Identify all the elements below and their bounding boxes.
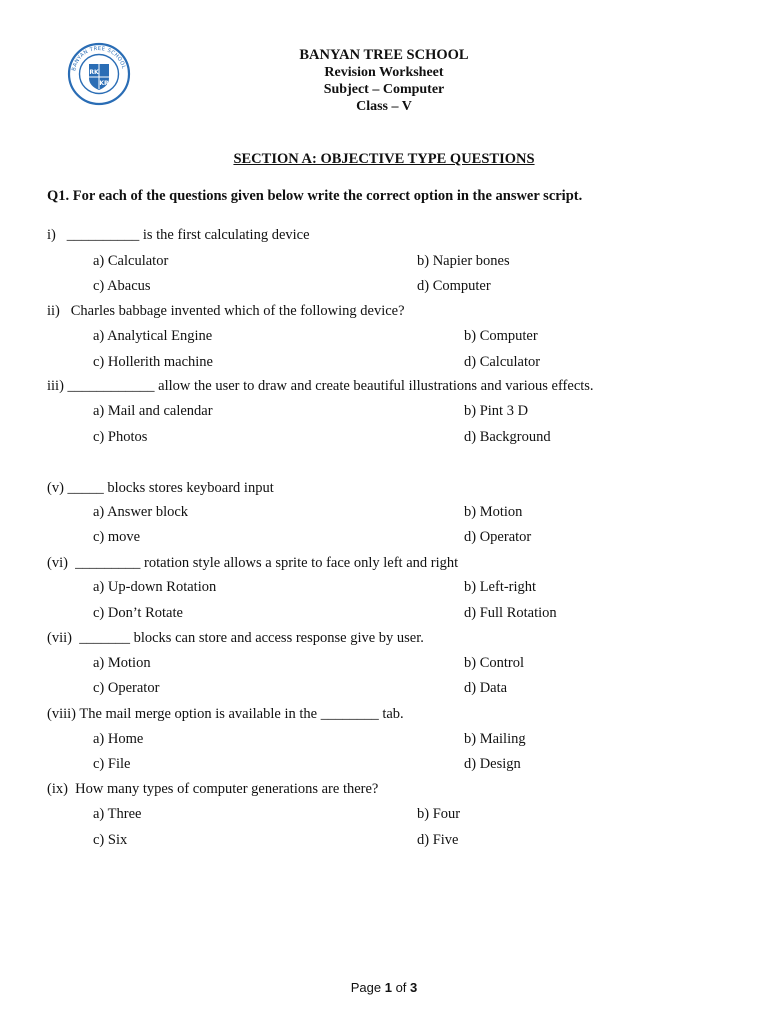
logo-shield-text-2: KR [99,80,109,87]
question-option: d) Five [417,832,459,848]
question-option: a) Motion [93,655,151,671]
question-option: d) Operator [464,529,532,545]
footer-prefix: Page [350,980,385,995]
question-stem: (ix) How many types of computer generations are there? [47,781,379,797]
question-stem: (v) _____ blocks stores keyboard input [47,480,274,496]
question-option: b) Napier bones [417,253,510,269]
question-option: d) Calculator [464,354,541,370]
question-option: c) Six [93,832,128,848]
question-option: b) Control [464,655,525,671]
school-logo [67,42,131,106]
question-stem: (viii) The mail merge option is available in the ________ tab. [47,706,404,722]
question-option: c) File [93,756,131,772]
question-option: b) Mailing [464,731,526,747]
worksheet-title: Revision Worksheet [324,65,444,80]
question-stem: (vi) _________ rotation style allows a sprite to face only left and right [47,555,459,571]
question-option: c) Photos [93,429,148,445]
question-option: a) Three [93,806,142,822]
section-title: SECTION A: OBJECTIVE TYPE QUESTIONS [233,151,535,167]
logo-shield-text-1: RK [89,69,99,76]
question-option: b) Pint 3 D [464,403,529,419]
question-option: a) Answer block [93,504,189,520]
logo-ring-text: BANYAN TREE SCHOOL [71,45,127,72]
question-stem: i) __________ is the first calculating device [47,227,310,243]
question-option: a) Up-down Rotation [93,579,217,595]
question-option: b) Motion [464,504,523,520]
class-line: Class – V [356,99,412,114]
question-option: a) Analytical Engine [93,328,213,344]
footer-middle: of [391,980,411,995]
question-option: c) Don’t Rotate [93,605,183,621]
question-option: a) Mail and calendar [93,403,213,419]
footer-current-page: 1 [384,980,392,995]
question-option: d) Full Rotation [464,605,557,621]
subject-line: Subject – Computer [323,82,445,97]
question-option: c) Abacus [93,278,151,294]
question-option: c) move [93,529,141,545]
instruction: Q1. For each of the questions given below write the correct option in the answer script. [47,188,583,204]
question-option: d) Data [464,680,508,696]
question-option: c) Operator [93,680,160,696]
question-option: a) Calculator [93,253,169,269]
worksheet-header [234,47,534,115]
question-option: b) Left-right [464,579,537,595]
question-stem: ii) Charles babbage invented which of the following device? [47,303,405,319]
question-option: c) Hollerith machine [93,354,213,370]
page-footer [0,980,768,995]
question-option: a) Home [93,731,144,747]
question-option: d) Design [464,756,521,772]
school-name: BANYAN TREE SCHOOL [299,47,469,63]
question-stem: (vii) _______ blocks can store and access response give by user. [47,630,424,646]
question-stem: iii) ____________ allow the user to draw and create beautiful illustrations and various effects. [47,378,594,394]
footer-total-pages: 3 [410,980,418,995]
question-option: d) Computer [417,278,491,294]
question-option: d) Background [464,429,551,445]
question-option: b) Four [417,806,461,822]
question-option: b) Computer [464,328,538,344]
